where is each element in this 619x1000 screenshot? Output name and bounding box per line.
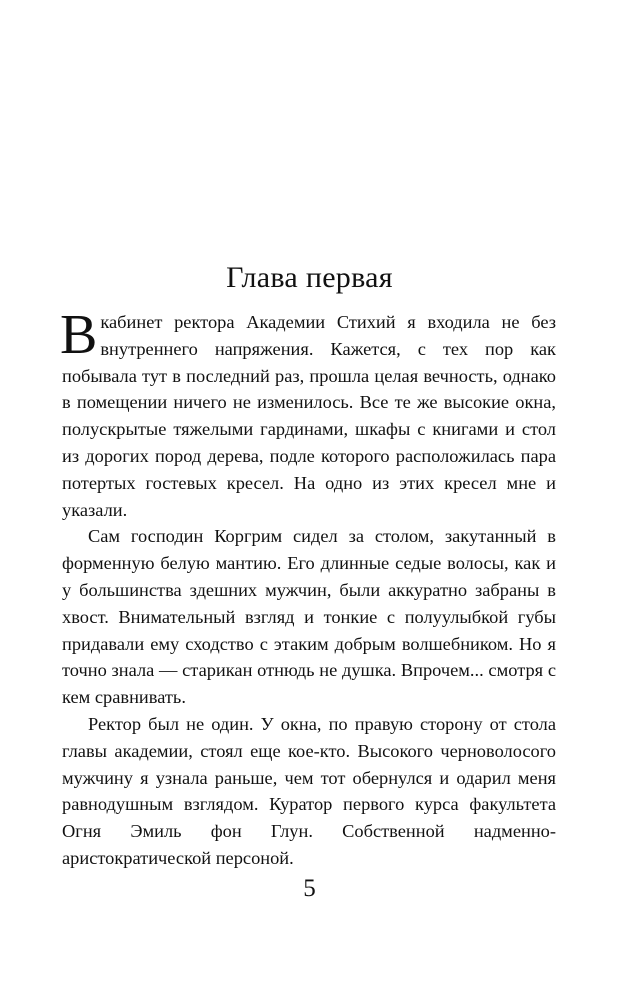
chapter-body <box>60 304 556 872</box>
paragraph-1 <box>60 304 556 523</box>
page-number: 5 <box>303 875 316 902</box>
drop-cap-letter: В <box>60 304 98 366</box>
paragraph-3: Ректор был не один. У окна, по правую сторону от стола главы академии, стоял еще кое-кто. Высокого черноволосого мужчину я узнала раньше, чем тот обернулся и одарил меня равнодушным взглядом. Куратор первого курса факультета Огня Эмиль фон Глун. Собственной надменно-аристократической персоной. <box>62 713 556 868</box>
paragraph-1-text: кабинет ректора Академии Стихий я входила не без внутреннего напряжения. Кажется, с тех пор как побывала тут в последний раз, прошла целая вечность, однако в помещении ничего не изменилось. Все те же высокие окна, полускрытые тяжелыми гардинами, шкафы с книгами и стол из дорогих пород дерева, подле которого расположилась пара потертых гостевых кресел. На одно из этих кресел мне и указали. <box>62 312 556 520</box>
chapter-title: Глава первая <box>226 261 393 294</box>
paragraph-2: Сам господин Коргрим сидел за столом, закутанный в форменную белую мантию. Его длинные седые волосы, как и у большинства здешних мужчин, были аккуратно забраны в хвост. Внимательный взгляд и тонкие с полуулыбкой губы придавали ему сходство с этаким добрым волшебником. Но я точно знала — старикан отнюдь не душка. Впрочем... смотря с кем сравнивать. <box>62 526 556 708</box>
